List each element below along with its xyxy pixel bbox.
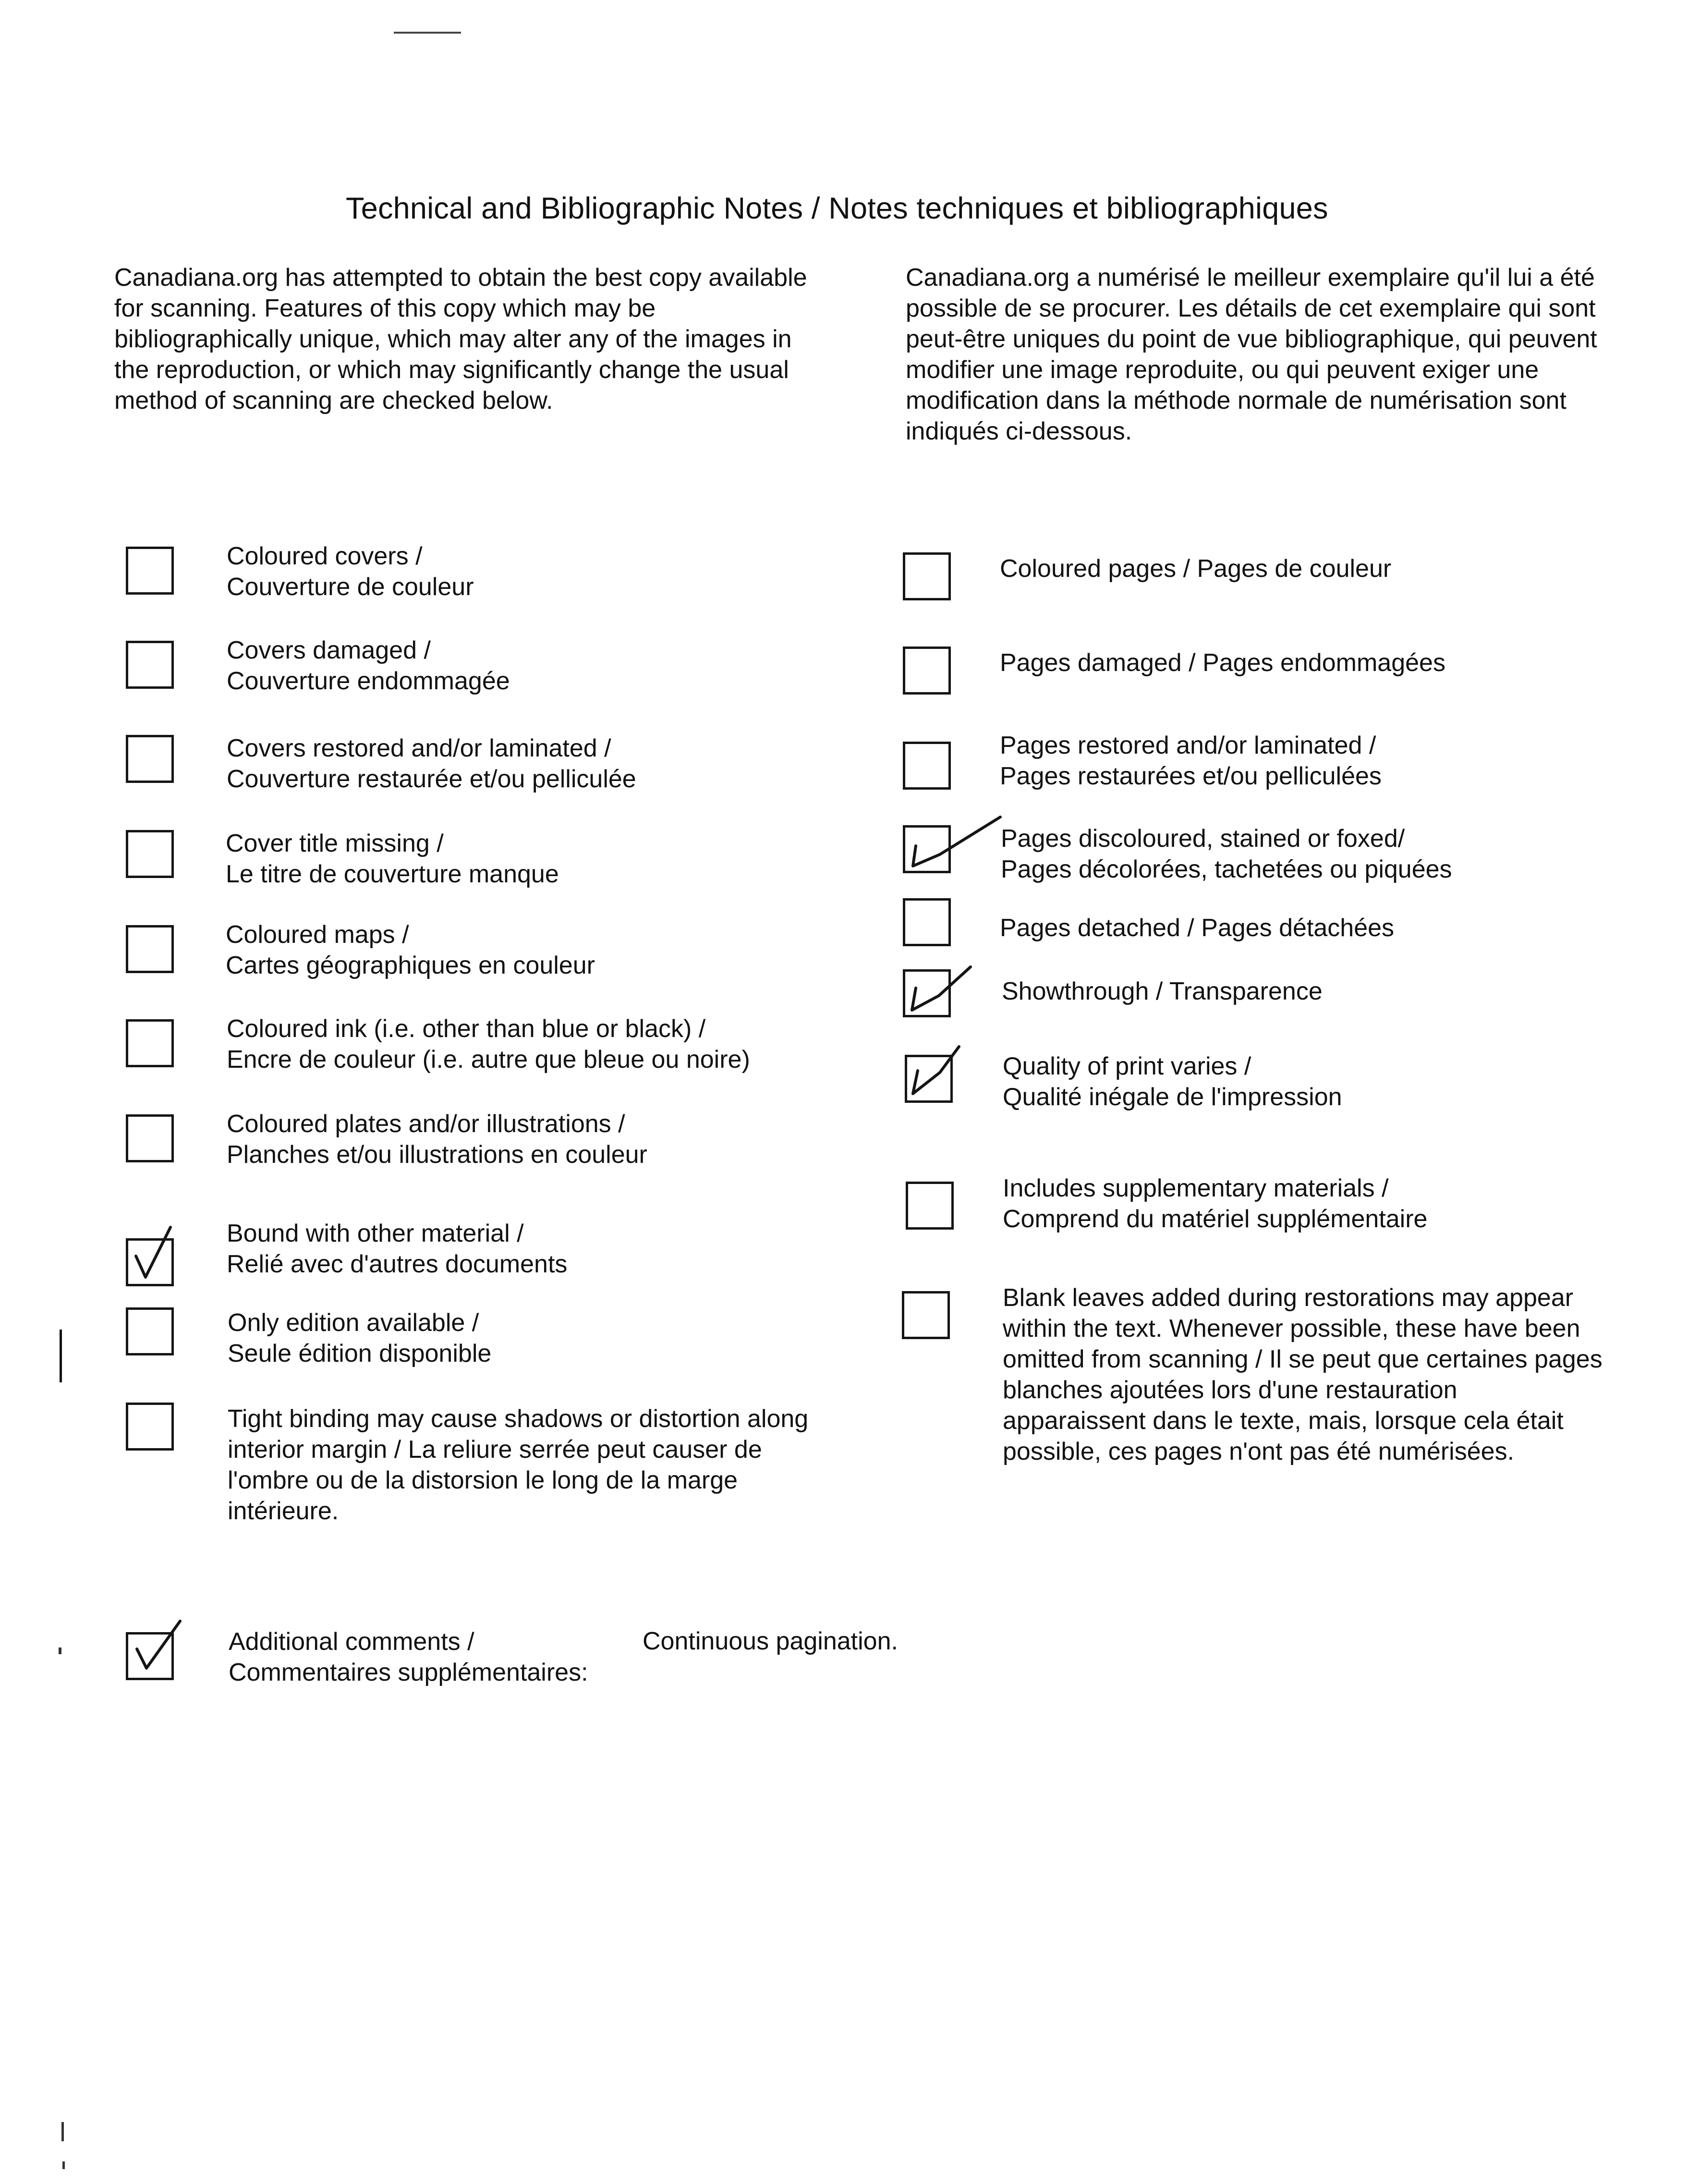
checkbox-quality-of-print[interactable]: [905, 1055, 953, 1103]
scan-dot: [59, 1647, 61, 1654]
label-showthrough: Showthrough / Transparence: [1002, 977, 1323, 1005]
checkbox-pages-discoloured[interactable]: [903, 825, 951, 873]
label-bound-with: Bound with other material / Relié avec d'autres documents: [227, 1220, 568, 1278]
checkbox-bound-with[interactable]: [126, 1238, 174, 1286]
scan-edge-mark: [60, 1330, 62, 1382]
label-coloured-plates: Coloured plates and/or illustrations / Planches et/ou illustrations en couleur: [227, 1110, 647, 1169]
label-cover-title-missing: Cover title missing / Le titre de couverture manque: [226, 830, 559, 888]
checkbox-additional-comments[interactable]: [126, 1632, 174, 1680]
label-only-edition: Only edition available / Seule édition disponible: [228, 1309, 492, 1367]
label-blank-leaves: Blank leaves added during restorations may appear within the text. Whenever possible, these have been omitted from scanning / Il se peut que certaines pages blanches ajoutées lors d'une restauration apparaissent dans le texte, mais, lorsque cela était possible, ces pages n'ont pas été numérisées.: [1003, 1284, 1603, 1465]
label-coloured-maps: Coloured maps / Cartes géographiques en couleur: [226, 921, 595, 979]
label-pages-restored: Pages restored and/or laminated / Pages restaurées et/ou pelliculées: [1000, 732, 1382, 790]
label-pages-detached: Pages detached / Pages détachées: [1000, 914, 1395, 942]
label-supplementary: Includes supplementary materials / Comprend du matériel supplémentaire: [1003, 1174, 1428, 1233]
scan-mark: [394, 32, 461, 37]
checkbox-supplementary[interactable]: [906, 1182, 954, 1230]
label-pages-discoloured: Pages discoloured, stained or foxed/ Pages décolorées, tachetées ou piquées: [1001, 825, 1452, 883]
scan-dot: [62, 2161, 65, 2169]
label-pages-damaged: Pages damaged / Pages endommagées: [1000, 649, 1445, 677]
checkbox-cover-title-missing[interactable]: [126, 830, 174, 878]
checkbox-covers-restored[interactable]: [126, 735, 174, 783]
label-coloured-pages: Coloured pages / Pages de couleur: [1000, 555, 1392, 583]
checkbox-coloured-pages[interactable]: [903, 552, 951, 600]
checkbox-pages-damaged[interactable]: [903, 647, 951, 695]
scan-dot: [61, 2122, 64, 2141]
page-title: Technical and Bibliographic Notes / Notes techniques et bibliographiques: [346, 192, 1328, 225]
label-additional-comments: Additional comments / Commentaires supplémentaires:: [229, 1628, 588, 1686]
checkbox-tight-binding[interactable]: [126, 1403, 174, 1451]
label-covers-damaged: Covers damaged / Couverture endommagée: [227, 636, 510, 695]
checkbox-coloured-maps[interactable]: [126, 925, 174, 973]
label-coloured-covers: Coloured covers / Couverture de couleur: [227, 542, 474, 601]
checkbox-coloured-ink[interactable]: [126, 1019, 174, 1067]
checkbox-pages-detached[interactable]: [903, 898, 951, 946]
label-coloured-ink: Coloured ink (i.e. other than blue or black) / Encre de couleur (i.e. autre que bleue ou noire): [227, 1015, 750, 1074]
checkbox-coloured-plates[interactable]: [126, 1114, 174, 1162]
checkbox-covers-damaged[interactable]: [126, 641, 174, 689]
label-quality-of-print: Quality of print varies / Qualité inégale de l'impression: [1003, 1052, 1342, 1111]
intro-english: Canadiana.org has attempted to obtain the best copy available for scanning. Features of this copy which may be bibliographically unique, which may alter any of the images in the reproduction, or which may significantly change the usual method of scanning are checked below.: [114, 264, 807, 415]
checkbox-showthrough[interactable]: [903, 969, 951, 1017]
label-covers-restored: Covers restored and/or laminated / Couverture restaurée et/ou pelliculée: [227, 734, 636, 793]
label-tight-binding: Tight binding may cause shadows or distortion along interior margin / La reliure serrée peut causer de l'ombre ou de la distorsion le long de la marge intérieure.: [228, 1405, 809, 1525]
checkbox-blank-leaves[interactable]: [902, 1291, 950, 1339]
checkbox-pages-restored[interactable]: [903, 742, 951, 790]
intro-french: Canadiana.org a numérisé le meilleur exemplaire qu'il lui a été possible de se procurer. Les détails de cet exemplaire qui sont peut-être uniques du point de vue bibliographique, qui peuvent modifier une image reproduite, ou qui peuvent exiger une modification dans la méthode normale de numérisation sont indiqués ci-dessous.: [906, 264, 1597, 445]
additional-comments-value: Continuous pagination.: [643, 1627, 898, 1655]
checkbox-only-edition[interactable]: [126, 1307, 174, 1355]
checkbox-coloured-covers[interactable]: [126, 547, 174, 595]
